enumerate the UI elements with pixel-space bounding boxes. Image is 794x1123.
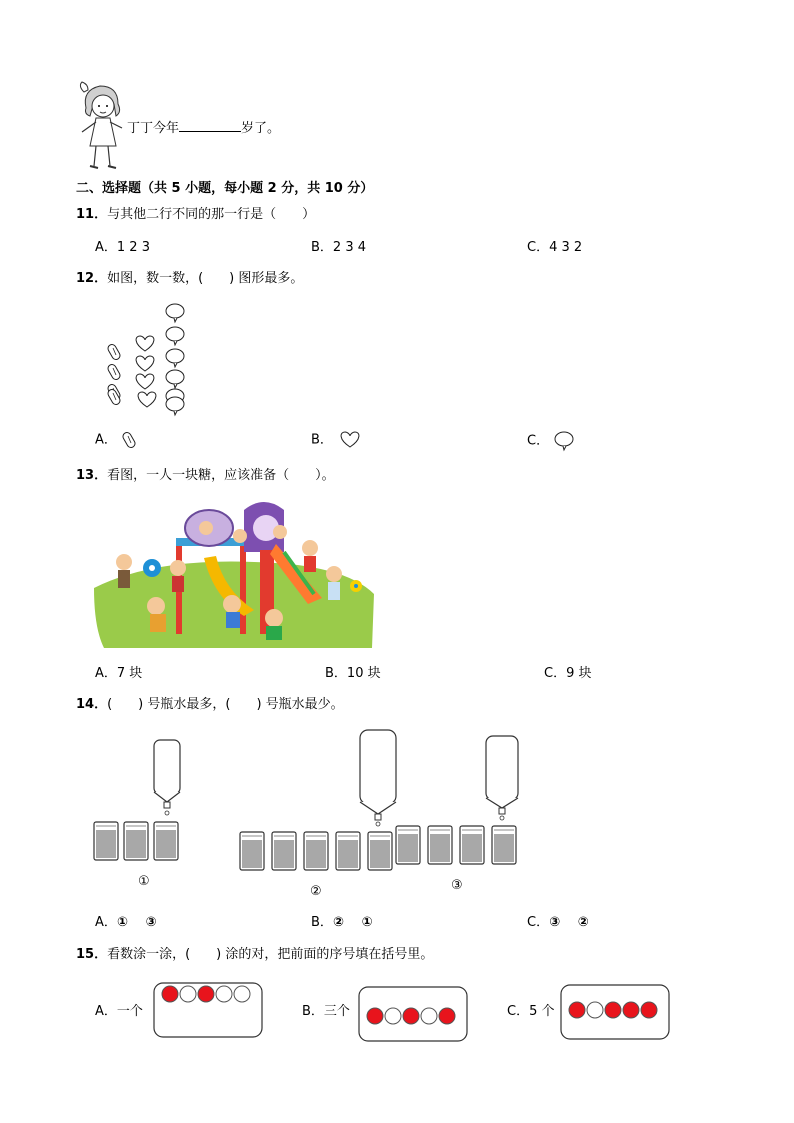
white-circle <box>385 1008 401 1024</box>
bubble-shape <box>166 370 184 388</box>
water-cup <box>240 832 264 870</box>
group-mark-1: ① <box>138 874 150 889</box>
q11-text: 与其他二行不同的那一行是（ ） <box>107 207 316 222</box>
option-label: A． <box>95 432 117 448</box>
q11-option-a[interactable] <box>95 239 150 257</box>
q10-suffix: 岁了。 <box>241 121 281 136</box>
capsule-shape <box>107 343 122 361</box>
red-circle <box>569 1002 585 1018</box>
option-label: A． <box>95 240 117 255</box>
q14-option-c[interactable] <box>527 914 589 932</box>
water-cup <box>124 822 148 860</box>
white-circle <box>587 1002 603 1018</box>
option-label: A． <box>95 666 117 681</box>
q15-box-a <box>153 982 263 1038</box>
q13-option-b[interactable] <box>325 665 381 683</box>
option-text: 10 块 <box>346 666 381 681</box>
q12-text: 如图，数一数，( ) 图形最多。 <box>107 271 304 286</box>
option-text: 5 个 <box>529 1004 555 1019</box>
section-title: 二、选择题（共 5 小题，每小题 2 分，共 10 分） <box>76 181 374 196</box>
q11-option-c[interactable] <box>527 239 582 257</box>
q10-prefix: 丁丁今年 <box>127 121 180 136</box>
q14-text: ( ) 号瓶水最多，( ) 号瓶水最少。 <box>107 697 344 712</box>
q11-number: 11． <box>76 207 108 222</box>
q15-text: 看数涂一涂，( ) 涂的对，把前面的序号填在括号里。 <box>107 947 434 962</box>
heart-shape <box>138 392 156 407</box>
option-text: ③ ② <box>549 915 589 930</box>
white-circle <box>234 986 250 1002</box>
option-text: 三个 <box>323 1004 350 1019</box>
q12-option-b[interactable] <box>311 431 363 450</box>
q13-text: 看图，一人一块糖，应该准备（ ）。 <box>107 468 335 483</box>
q11-question <box>76 206 315 224</box>
option-label: B． <box>325 666 347 681</box>
q15-number: 15． <box>76 947 108 962</box>
q15-option-c[interactable] <box>507 1003 554 1021</box>
bottle-1 <box>154 740 180 815</box>
q10-sentence <box>127 119 280 138</box>
heart-icon <box>337 431 363 449</box>
cup-group-2 <box>240 832 392 870</box>
q12-number: 12． <box>76 271 108 286</box>
bottle-2 <box>360 730 396 826</box>
q15-option-a[interactable] <box>95 1003 143 1021</box>
option-label: B． <box>311 915 333 930</box>
q15-box-b <box>358 986 468 1042</box>
group-mark-2: ② <box>310 884 322 899</box>
water-cup <box>368 832 392 870</box>
playground-illustration <box>94 498 376 650</box>
bubble-shape <box>166 327 184 345</box>
girl-illustration <box>76 82 126 174</box>
q13-option-a[interactable] <box>95 665 142 683</box>
white-circle <box>421 1008 437 1024</box>
option-label: A． <box>95 915 117 930</box>
cup-group-3 <box>396 826 516 864</box>
option-label: C． <box>527 433 550 449</box>
option-text: 一个 <box>116 1004 143 1019</box>
red-circle <box>162 986 178 1002</box>
red-circle <box>641 1002 657 1018</box>
q14-option-b[interactable] <box>311 914 372 932</box>
q15-question <box>76 946 433 964</box>
water-cup <box>492 826 516 864</box>
option-label: C． <box>527 240 550 255</box>
q13-question <box>76 467 335 485</box>
option-label: B． <box>311 240 333 255</box>
water-cup <box>396 826 420 864</box>
q12-shapes-figure <box>100 300 200 412</box>
q12-question <box>76 270 303 288</box>
option-label: C． <box>507 1004 530 1019</box>
option-label: C． <box>527 915 550 930</box>
age-answer-blank[interactable] <box>179 119 241 132</box>
bottle-3 <box>486 736 518 820</box>
bubble-icon <box>553 431 575 451</box>
bubble-shape <box>166 304 184 322</box>
heart-shape <box>136 356 154 371</box>
q14-question <box>76 696 344 714</box>
q11-option-b[interactable] <box>311 239 366 257</box>
option-text: 7 块 <box>116 666 143 681</box>
group-mark-3: ③ <box>451 878 463 893</box>
white-circle <box>180 986 196 1002</box>
q12-option-a[interactable] <box>95 431 137 450</box>
capsule-shape <box>107 363 122 381</box>
water-cup <box>154 822 178 860</box>
capsule-icon <box>121 431 137 449</box>
bottles-figure <box>90 728 530 898</box>
water-cup <box>460 826 484 864</box>
red-circle <box>367 1008 383 1024</box>
water-cup <box>428 826 452 864</box>
option-label: C． <box>544 666 567 681</box>
water-cup <box>94 822 118 860</box>
q13-option-c[interactable] <box>544 665 591 683</box>
q12-option-c[interactable] <box>527 431 575 451</box>
option-label: A． <box>95 1004 117 1019</box>
heart-shape <box>136 374 154 389</box>
bubble-shape <box>166 397 184 415</box>
q14-option-a[interactable] <box>95 914 156 932</box>
q15-box-c <box>560 984 670 1040</box>
option-text: 1 2 3 <box>116 240 150 255</box>
red-circle <box>198 986 214 1002</box>
red-circle <box>605 1002 621 1018</box>
option-label: B． <box>302 1004 324 1019</box>
white-circle <box>216 986 232 1002</box>
bubble-shape <box>166 349 184 367</box>
red-circle <box>403 1008 419 1024</box>
option-text: 4 3 2 <box>549 240 583 255</box>
cup-group-1 <box>94 822 178 860</box>
water-cup <box>304 832 328 870</box>
heart-shape <box>136 336 154 351</box>
q13-number: 13． <box>76 468 108 483</box>
red-circle <box>439 1008 455 1024</box>
option-text: 2 3 4 <box>332 240 366 255</box>
water-cup <box>336 832 360 870</box>
option-text: ① ③ <box>116 915 157 930</box>
red-circle <box>623 1002 639 1018</box>
q14-number: 14． <box>76 697 108 712</box>
option-text: 9 块 <box>566 666 592 681</box>
q15-option-b[interactable] <box>302 1003 350 1021</box>
option-label: B． <box>311 432 333 448</box>
option-text: ② ① <box>332 915 373 930</box>
water-cup <box>272 832 296 870</box>
